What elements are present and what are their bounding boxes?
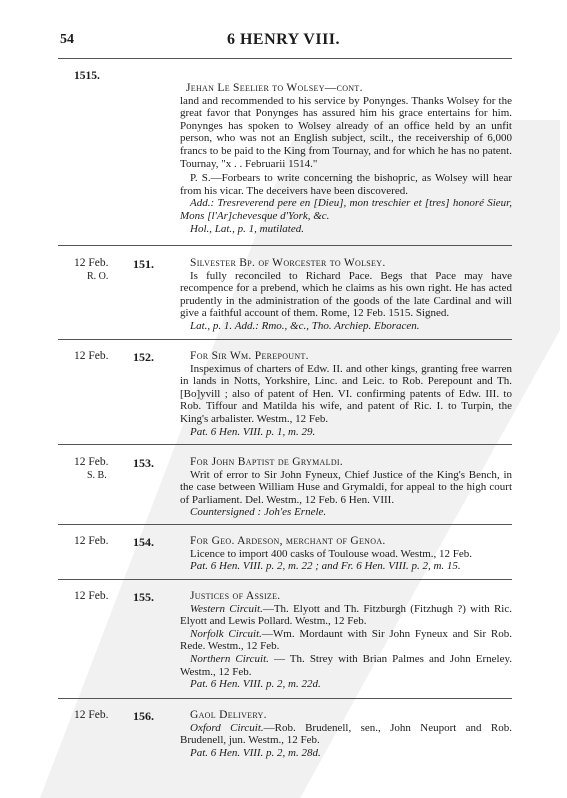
entry-reference: Pat. 6 Hen. VIII. p. 2, m. 28d. bbox=[190, 746, 321, 759]
entry-date: 12 Feb. bbox=[74, 350, 109, 362]
entry-title: For Geo. Ardeson, merchant of Genoa. bbox=[190, 535, 386, 547]
entry-date: 1515. bbox=[74, 70, 100, 82]
circuit-oxford bbox=[180, 722, 512, 747]
entry-title: Silvester Bp. of Worcester to Wolsey. bbox=[190, 257, 386, 269]
entry-date: 12 Feb. bbox=[74, 590, 109, 602]
entry-separator bbox=[58, 245, 512, 246]
entry-body: Is fully reconciled to Richard Pace. Begs that Pace may have recompence for a prebend, which he claims as his own right. He has acted prudently in the administration of the goods of the late Cardinal and will give a faithful account of them. Rome, 12 Feb. 1515. Signed. bbox=[180, 269, 512, 320]
circuit-norfolk bbox=[180, 628, 512, 653]
entry-separator bbox=[58, 339, 512, 340]
entry-reference: Pat. 6 Hen. VIII. p. 2, m. 22 ; and Fr. 6 Hen. VIII. p. 2, m. 15. bbox=[190, 560, 461, 573]
entry-number: 151. bbox=[133, 257, 154, 271]
entry-title: Jehan Le Seelier to Wolsey—cont. bbox=[186, 82, 363, 94]
entry-reference: Pat. 6 Hen. VIII. p. 2, m. 22d. bbox=[190, 678, 321, 691]
entry-office: R. O. bbox=[87, 271, 109, 282]
circuit-name: Western Circuit. bbox=[190, 602, 263, 615]
circuit-text: —Wm. Mordaunt with Sir John Fyneux and Sir Rob. Rede. Westm., 12 Feb. bbox=[180, 627, 512, 653]
circuit-northern bbox=[180, 653, 512, 678]
entry-title: For John Baptist de Grymaldi. bbox=[190, 456, 344, 468]
header-rule bbox=[58, 58, 512, 59]
circuit-text: — Th. Strey with Brian Palmes and John Erneley. Westm., 12 Feb. bbox=[180, 652, 512, 678]
entry-separator bbox=[58, 698, 512, 699]
entry-reference: Countersigned : Joh'es Ernele. bbox=[190, 506, 327, 519]
circuit-western bbox=[180, 603, 512, 628]
entry-number: 154. bbox=[133, 535, 154, 549]
entry-reference: Lat., p. 1. Add.: Rmo., &c., Tho. Archiep. Eboracen. bbox=[190, 319, 420, 332]
entry-number: 152. bbox=[133, 350, 154, 364]
entry-title: Gaol Delivery. bbox=[190, 709, 267, 721]
entry-number: 153. bbox=[133, 456, 154, 470]
running-title: 6 HENRY VIII. bbox=[226, 31, 341, 48]
entry-separator bbox=[58, 579, 512, 580]
entry-number: 155. bbox=[133, 590, 154, 604]
entry-date-text: 12 Feb. bbox=[74, 257, 109, 269]
entry-title: For Sir Wm. Perepount. bbox=[190, 350, 309, 362]
entry-separator bbox=[58, 524, 512, 525]
entry-reference: Pat. 6 Hen. VIII. p. 1, m. 29. bbox=[190, 425, 316, 438]
page-number: 54 bbox=[60, 32, 74, 47]
circuit-name: Northern Circuit. bbox=[190, 652, 269, 665]
entry-office: S. B. bbox=[87, 470, 107, 481]
entry-reference: Hol., Lat., p. 1, mutilated. bbox=[190, 222, 304, 235]
entry-body: Inspeximus of charters of Edw. II. and other kings, granting free warren in lands in Notts, Yorkshire, Linc. and Leic. to Rob. Perepount and Th. [Bo]yvill ; also of patent of Hen. VI. confirming patents of Edw. III. to Rob. Tiffour and Matilda his wife, and patent of Ric. I. to Turpin, the King's arbalister. Westm., 12 Feb. bbox=[180, 362, 512, 425]
entry-body: Writ of error to Sir John Fyneux, Chief Justice of the King's Bench, in the case between William Huse and Grymaldi, for appeal to the high court of Parliament. Del. Westm., 12 Feb. 6 Hen. VIII. bbox=[180, 468, 512, 506]
entry-body: land and recommended to his service by Ponynges. Thanks Wolsey for the great favor that Ponynges has assured him his grace entertains for him. Ponynges has spoken to Wolsey already of an office held by an unfit person, who was not an English subject, scilt., the receivership of 6,000 francs to be paid to the King from Tournay, and for which he has no patent. Tournay, "x . . Februarii 1514." bbox=[180, 94, 512, 170]
entry-postscript: P. S.—Forbears to write concerning the bishopric, as Wolsey will hear from his vicar. The deceivers have been discovered. bbox=[180, 172, 512, 197]
page-header bbox=[0, 32, 567, 54]
circuit-name: Oxford Circuit. bbox=[190, 721, 264, 734]
entry-address: Add.: Tresreverend pere en [Dieu], mon treschier et [tres] honoré Sieur, Mons [l'Ar]chevesque d'York, &c. bbox=[180, 197, 512, 222]
entry-number: 156. bbox=[133, 709, 154, 723]
entry-body: Licence to import 400 casks of Toulouse woad. Westm., 12 Feb. bbox=[190, 547, 473, 560]
entry-date-text: 12 Feb. bbox=[74, 456, 109, 468]
circuit-text: —Th. Elyott and Th. Fitzburgh (Fitzhugh ?) with Ric. Elyott and Lewis Pollard. Westm., 12 Feb. bbox=[180, 602, 512, 628]
entry-date bbox=[74, 456, 128, 482]
entry-date: 12 Feb. bbox=[74, 709, 109, 721]
circuit-name: Norfolk Circuit. bbox=[190, 627, 262, 640]
entry-date: 12 Feb. bbox=[74, 535, 109, 547]
entry-date bbox=[74, 257, 128, 283]
circuit-text: —Rob. Brudenell, sen., John Neuport and Rob. Brudenell, jun. Westm., 12 Feb. bbox=[180, 721, 512, 747]
entry-title: Justices of Assize. bbox=[190, 590, 281, 602]
entry-separator bbox=[58, 444, 512, 445]
